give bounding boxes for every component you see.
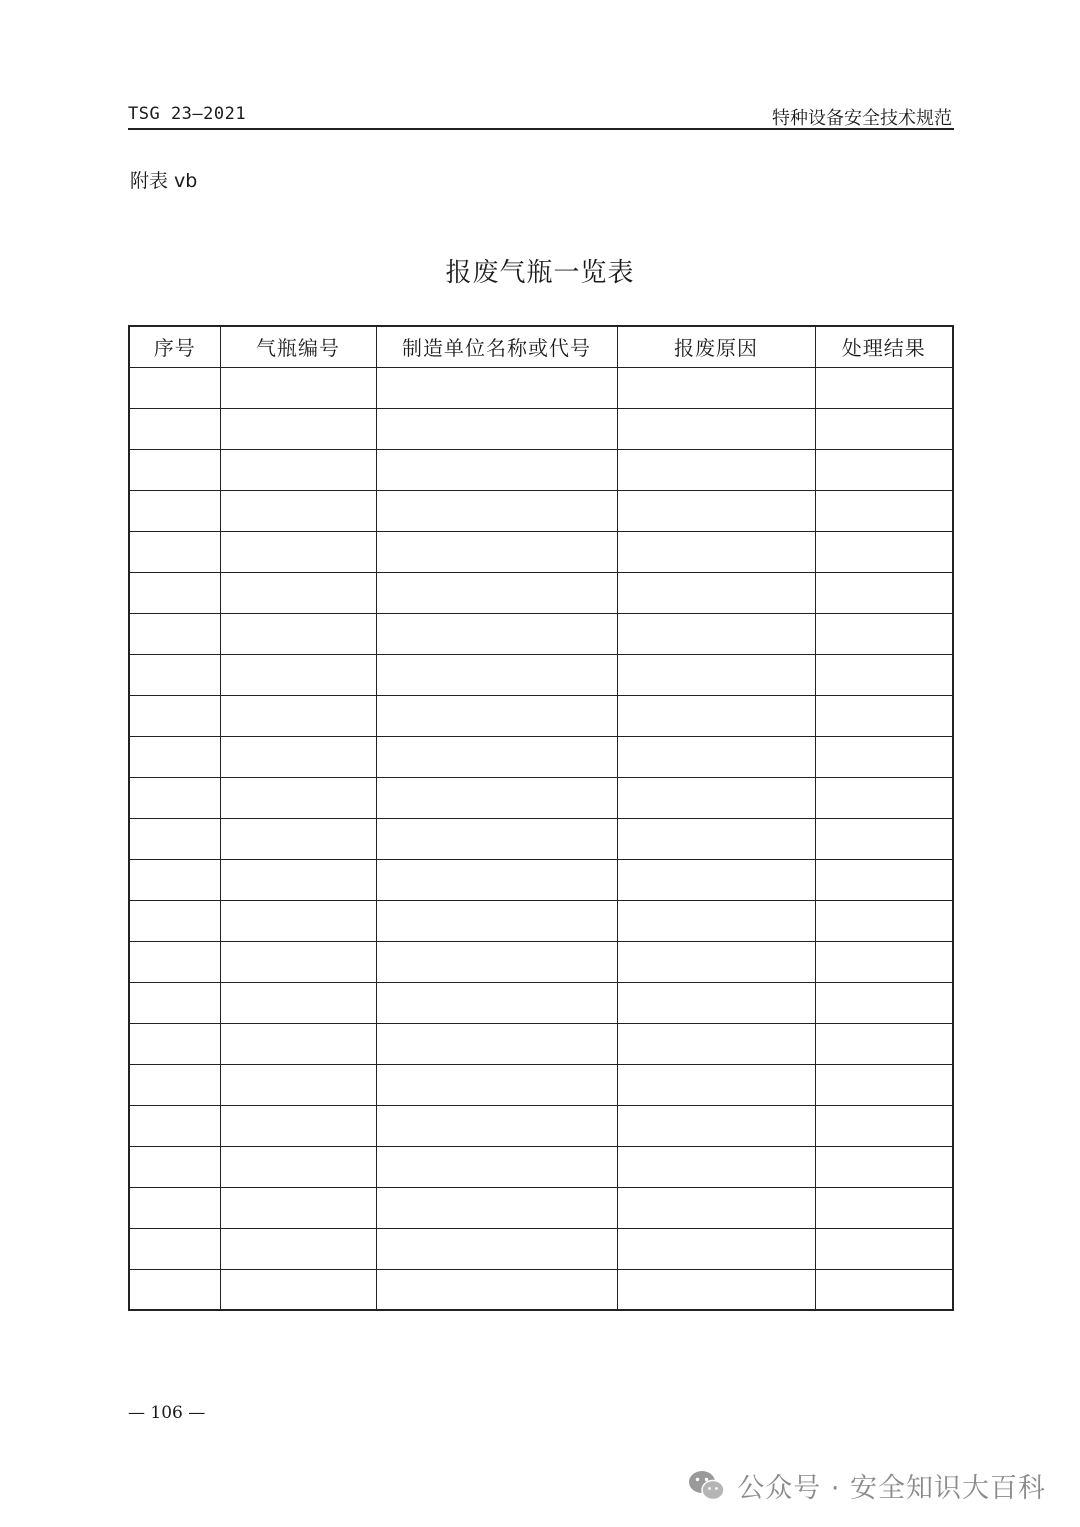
table-cell [220,490,376,531]
table-cell [376,1187,617,1228]
table-cell [815,941,953,982]
table-cell [376,1269,617,1310]
table-cell [129,1187,220,1228]
table-cell [129,449,220,490]
watermark-text: 公众号 · 安全知识大百科 [737,1473,1046,1504]
table-cell [129,736,220,777]
table-cell [220,654,376,695]
table-cell [376,654,617,695]
table-cell [220,367,376,408]
table-cell [815,572,953,613]
table-cell [129,695,220,736]
table-cell [617,654,815,695]
table-cell [617,572,815,613]
table-cell [220,1064,376,1105]
table-cell [815,1269,953,1310]
table-cell [129,859,220,900]
table-cell [220,613,376,654]
table-cell [617,818,815,859]
table-cell [220,859,376,900]
table-cell [129,1228,220,1269]
table-cell [617,777,815,818]
table-cell [129,1146,220,1187]
table-cell [376,695,617,736]
table-cell [617,982,815,1023]
table-cell [129,572,220,613]
table-cell [220,449,376,490]
document-code: TSG 23—2021 [128,104,247,124]
table-cell [815,736,953,777]
table-cell [617,1187,815,1228]
table-cell [129,367,220,408]
table-cell [129,1269,220,1310]
table-row [129,572,953,613]
table-row [129,1105,953,1146]
table-cell [376,736,617,777]
column-header-scrap-reason: 报废原因 [617,326,815,367]
table-cell [129,531,220,572]
table-cell [815,900,953,941]
table-row [129,654,953,695]
table-cell [617,408,815,449]
table-cell [220,900,376,941]
table-cell [220,982,376,1023]
table-cell [220,777,376,818]
table-cell [129,818,220,859]
column-header-serial: 序号 [129,326,220,367]
table-cell [129,777,220,818]
table-header-row [129,326,953,367]
table-cell [617,490,815,531]
table-cell [617,1064,815,1105]
table-cell [129,408,220,449]
table-row [129,1269,953,1310]
table-cell [617,1105,815,1146]
table-cell [376,1023,617,1064]
table-cell [815,654,953,695]
table-cell [220,941,376,982]
table-cell [376,900,617,941]
table-cell [129,654,220,695]
table-cell [220,818,376,859]
table-cell [815,408,953,449]
table-cell [617,941,815,982]
table-cell [617,531,815,572]
table-row [129,818,953,859]
table-cell [376,408,617,449]
table-cell [376,777,617,818]
table-cell [220,1228,376,1269]
table-cell [617,1228,815,1269]
watermark [687,1466,1046,1505]
table-cell [376,818,617,859]
table-cell [617,859,815,900]
table-row [129,531,953,572]
table-row [129,736,953,777]
table-cell [376,1064,617,1105]
table-row [129,367,953,408]
table-cell [815,531,953,572]
table-cell [815,1228,953,1269]
table-cell [617,367,815,408]
table-cell [617,1269,815,1310]
table-row [129,1023,953,1064]
table-cell [220,695,376,736]
table-cell [220,1105,376,1146]
table-cell [815,982,953,1023]
table-cell [129,1064,220,1105]
table-cell [815,367,953,408]
table-cell [220,408,376,449]
table-cell [815,1187,953,1228]
table-row [129,982,953,1023]
table-cell [815,859,953,900]
table-cell [220,736,376,777]
page-number: — 106 — [128,1403,206,1423]
table-row [129,1228,953,1269]
column-header-cylinder-number: 气瓶编号 [220,326,376,367]
table-cell [376,982,617,1023]
table-row [129,941,953,982]
header-rule [128,128,954,130]
table-cell [815,613,953,654]
table-cell [220,572,376,613]
table-cell [376,1146,617,1187]
table-cell [815,1023,953,1064]
table-cell [815,818,953,859]
table-cell [129,900,220,941]
table-cell [220,1187,376,1228]
table-cell [815,777,953,818]
scrapped-cylinder-table [128,325,954,1311]
table-cell [815,1064,953,1105]
table-cell [129,490,220,531]
table-row [129,1146,953,1187]
table-cell [129,613,220,654]
table-row [129,695,953,736]
table-cell [220,1023,376,1064]
table-body [129,367,953,1310]
table-cell [815,490,953,531]
table-cell [129,982,220,1023]
table-cell [617,449,815,490]
table-cell [220,1269,376,1310]
table-cell [376,1228,617,1269]
table-cell [815,449,953,490]
table-cell [617,1023,815,1064]
table-cell [129,1105,220,1146]
table-cell [376,367,617,408]
table-cell [220,531,376,572]
table-cell [129,941,220,982]
table-cell [376,1105,617,1146]
table-title: 报废气瓶一览表 [445,258,635,288]
table-cell [376,941,617,982]
table-row [129,1064,953,1105]
table-cell [220,1146,376,1187]
table-row [129,777,953,818]
table-row [129,859,953,900]
wechat-icon [687,1469,727,1503]
table-cell [815,1146,953,1187]
table-cell [376,531,617,572]
column-header-manufacturer: 制造单位名称或代号 [376,326,617,367]
table-cell [617,1146,815,1187]
table-cell [376,449,617,490]
table-cell [617,900,815,941]
table-cell [815,695,953,736]
table-cell [376,572,617,613]
table-cell [376,859,617,900]
table-row [129,449,953,490]
table-row [129,490,953,531]
column-header-disposal-result: 处理结果 [815,326,953,367]
table-row [129,1187,953,1228]
table-cell [376,613,617,654]
table-cell [376,490,617,531]
table-cell [617,695,815,736]
table-row [129,613,953,654]
table-cell [815,1105,953,1146]
table-row [129,408,953,449]
table-cell [617,736,815,777]
appendix-label: 附表 vb [130,170,198,192]
table-cell [617,613,815,654]
table-row [129,900,953,941]
document-series-title: 特种设备安全技术规范 [772,108,952,129]
table-cell [129,1023,220,1064]
